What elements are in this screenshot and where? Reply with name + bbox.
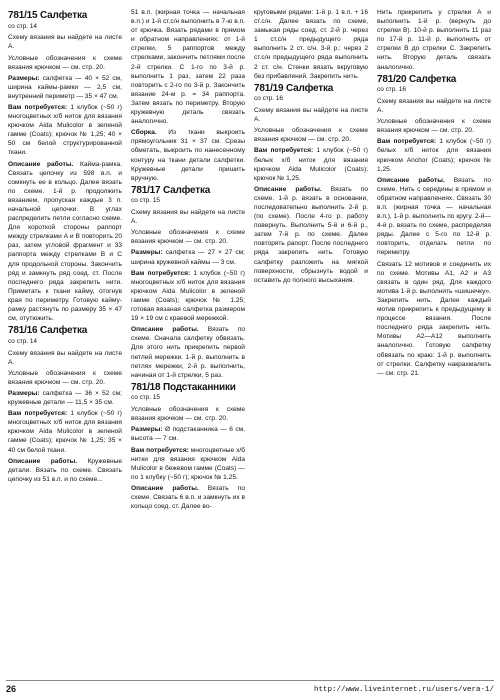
section-source: со стр. 16 [254, 95, 283, 103]
paragraph: Размеры: салфетка — 40 × 52 см, ширина каймы-рамки — 2,5 см, внутренний периметр — 35 × 47 см. [8, 74, 122, 100]
section-title: 781/16 Салфетка [8, 325, 88, 337]
paragraph: Вам потребуется: 1 клубок (~50 г) белых х/б ниток для вязания крючком Aida Mulicolor (Coats); крючок № 1,25. [254, 147, 369, 182]
column-4 [377, 8, 491, 380]
paragraph: Описание работы. Вязать по схеме. 1-й р. вязать в основании, последовательно выполнить 2-й р. (по схеме). После 4-го р. работу повернуть. Выполнить 5-й и 6-й р., затем 7-й р. по схеме. Далее повторять рапорт. После последнего ряда закрепить нить. Готовую салфетку разложить на мягкой поверхности, сбрызнуть водой и оставить до полного высыхания. [254, 185, 368, 284]
paragraph: 51 в.п. (жирная точка — начальная в.п.) и 1-й ст.с/н выполнить в 7-ю в.п. от крючка. Вязать рядами в прямом и обратном направлениях: от 1-й стрелки, 5 раппортов между стрелками, закончить петлями после 2-й стрелки. С 1-го по 3-й р. выполнить 1 раз, затем 22 раза повторить с 2-го по 3-й р. Закончить вязание 24-м р. = 34 раппорта. Затем вязать по периметру. Вторую кружевную деталь связать аналогично. [131, 9, 245, 126]
section-title: 781/20 Салфетка [377, 73, 457, 85]
paragraph: круговыми рядами: 1-й р. 1 в.п. + 16 ст.с/н. Далее вязать по схеме, замыкая ряды соед. ст. 2-й р. через 1 ст.с/н предыдущего ряда выполнить 2 ст. с/н. 3-й р.: через 2 ст.с/н предыдущего ряда выполнить 2 ст. с/н. Стенки вязать вкруговую без прибавлений. Закрепить нить. [254, 9, 368, 80]
footer-url[interactable]: http://www.liveinternet.ru/users/vera-1/ [313, 686, 494, 694]
paragraph: Условные обозначения к схеме вязания крючком — см. стр. 20. [8, 369, 122, 386]
paragraph: Описание работы. Кружевные детали. Вязать по схеме. Связать цепочку из 51 в.п. и по схеме... [8, 457, 122, 483]
paragraph: Связать 12 мотивов и соединить их по схеме. Мотивы А1, А2 и А3 связать в один ряд. Для каждого мотива 1-й р. выполнить «шишечку». Закрепить нить. Далее каждый мотив прикрепить к предыдущему в процессе вязания. После последнего ряда закрепить нить. Мотивы А2—А12 выполнить аналогично. Готовую салфетку обвязать по краю: 1-й р. выполнить от стрелки. Салфетку накрахмалить — см. стр. 21. [377, 260, 491, 377]
paragraph: Схему вязания вы найдете на листе А. [254, 107, 368, 124]
column-3 [254, 8, 368, 287]
paragraph: Схему вязания вы найдете на листе А. [8, 34, 122, 51]
paragraph: Условные обозначения к схеме вязания крючком — см. стр. 20. [254, 127, 368, 144]
paragraph: Описание работы. Вязать по схеме. Сначала салфетку обвязать. Для этого нить прикрепить первой петлей мережки. 1-й р. выполнить в петлях мережки, 2-й р. выполнить, начиная от 1-й стрелки, 5 раз. [131, 326, 245, 379]
paragraph: Размеры: Ø подстаканника — 6 см, высота — 7 см. [131, 426, 245, 443]
paragraph: Описание работы. Кайма-рамка. Связать цепочку из 598 в.п. и сомкнуть ее в кольцо. Далее вязать по схеме. 1-й р. продолжить вязанием, пропуская каждые 3 п. начальной цепочки. В углах распределить петли согласно схеме. Для короткой стороны раппорт между стрелками А и В повторить 20 раз, затем угловой фрагмент и 33 раппорта между стрелками В и С для продольной стороны. Закончить ряд и замкнуть ряд соед. ст. После последнего ряда закрепить нити. Приметать к ткани кайму, отогнув края по периметру. Готовую кайму-рамку растянуть по размеру 35 × 47 см, отутюжить. [8, 160, 122, 323]
paragraph: Нить прикрепить у стрелки А и выполнить 1-й р. (вернуть до стрелки В). 10-й р. выполнить 11 раз по 17-й р. 11-й р. выполнить от стрелки В до стрелки С. Закрепить нить. Вторую деталь связать аналогично. [377, 9, 491, 71]
section-title: 781/18 Подстаканники [131, 381, 236, 393]
paragraph: Условные обозначения к схеме вязания крючком — см. стр. 20. [131, 406, 245, 423]
footer-divider [6, 680, 494, 681]
paragraph: Сборка. Из ткани выкроить прямоугольник 31 × 37 см. Срезы обметать, выкроить по нанесенному контуру на ткани детали салфетки. Кружевные детали пришить вручную. [131, 129, 245, 182]
section-source: со стр. 14 [8, 337, 37, 345]
paragraph: Условные обозначения к схеме вязания крючком — см. стр. 20. [131, 229, 245, 246]
section-source: со стр. 15 [131, 394, 160, 402]
column-2 [131, 8, 245, 513]
paragraph: Вам потребуется: 1 клубок (~50 г) многоцветных х/б ниток для вязания крючком Aida Mulicolor в зеленой гамме (Coats); крючок № 1,25; готовая вязаная салфетка размером 19 × 19 см с краевой мережкой. [131, 269, 246, 323]
paragraph: Схему вязания вы найдете на листе А. [377, 97, 491, 115]
section-source: со стр. 15 [131, 197, 160, 205]
section-title: 781/15 Салфетка [8, 10, 88, 21]
section-source: со стр. 14 [8, 22, 37, 30]
paragraph: Вам потребуется: 1 клубок (~50 г) белых х/б ниток для вязания крючком Anchor (Coats); крючок № 1,25. [377, 138, 492, 173]
section-title: 781/19 Салфетка [254, 82, 334, 94]
paragraph: Условные обозначения к схеме вязания крючком — см. стр. 20. [8, 54, 122, 71]
paragraph: Вам потребуется: 1 клубок (~50 г) многоцветных х/б ниток для вязания крючком Aida Mulicolor в зеленой гамме (Coats); крючок № 1,25; 35 × 40 см белой ткани. [8, 410, 123, 454]
paragraph: Вам потребуется: 1 клубок (~50 г) многоцветных х/б ниток для вязания крючком Aida Mulicolor в зеленой гамме (Coats); крючок № 1,25; 40 × 50 см белой структурированной ткани. [8, 103, 123, 157]
section-title: 781/17 Салфетка [131, 184, 211, 196]
paragraph: Вам потребуется: многоцветные х/б нитки для вязания крючком Aida Mulicolor в бежевом гамме (Coats) — по 1 клубку (~50 г); крючок № 1,25. [131, 446, 245, 481]
paragraph: Условные обозначения к схеме вязания крючком — см. стр. 20. [377, 118, 491, 135]
column-1 [8, 8, 122, 486]
paragraph: Размеры: салфетка — 36 × 52 см; кружевные детали — 11,5 × 35 см. [8, 389, 122, 407]
page-number: 26 [6, 684, 17, 694]
paragraph: Схему вязания вы найдете на листе А. [131, 209, 245, 226]
paragraph: Размеры: салфетка — 27 × 27 см; ширина кружевной каймы — 3 см. [131, 249, 245, 266]
paragraph: Описание работы. Вязать по схеме. Связать 6 в.п. и замкнуть их в кольцо соед. ст. Далее во- [131, 484, 245, 511]
paragraph: Описание работы. Вязать по схеме. Нить с середины в прямом и обратном направлениях. Связать 30 в.п. (жирная точка — начальная в.п.), 1-й р. выполнить по кругу. 2-й—4-й р. вязать по схеме, распределяя ряды. Далее с 5-го по 12-й р. повторить, отделать петли по периметру. [377, 176, 491, 257]
section-source: со стр. 16 [377, 86, 406, 94]
paragraph: Схему вязания вы найдете на листе А. [8, 349, 122, 366]
